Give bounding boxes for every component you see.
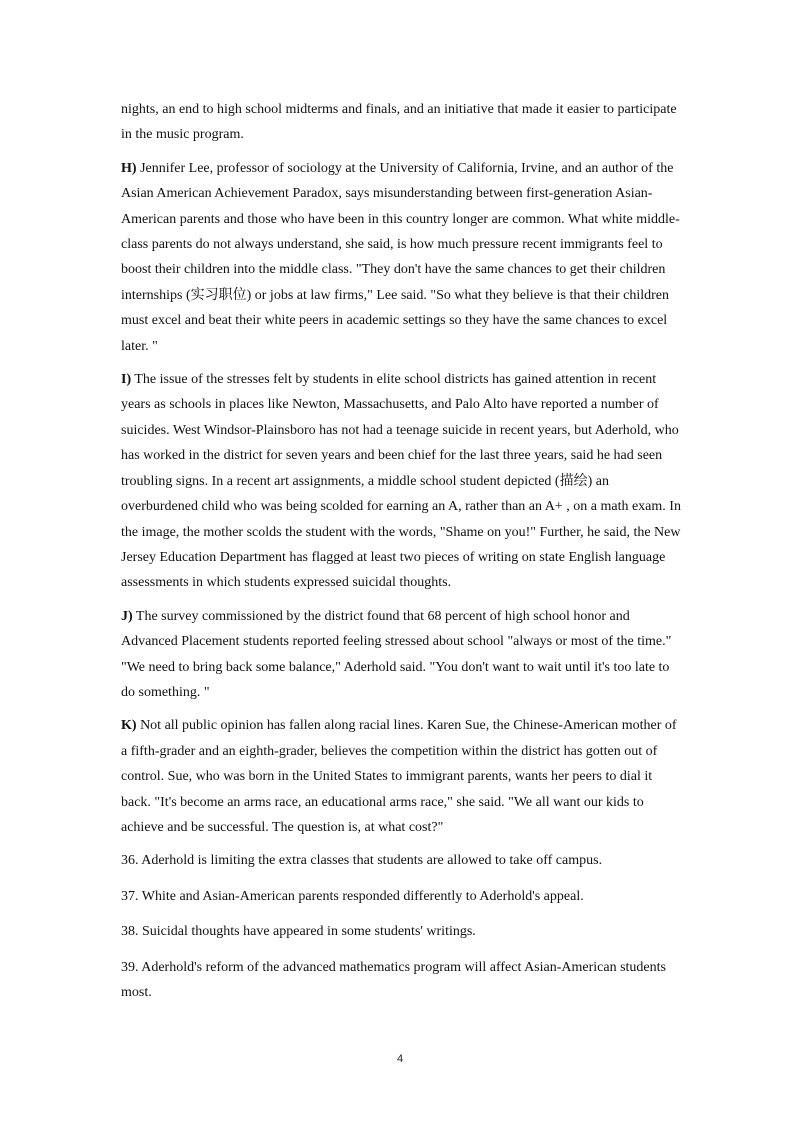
paragraph-text: The issue of the stresses felt by students in elite school districts has gained attention in recent years as schools in places like Newton, Massachusetts, and Palo Alto have reported a number of suicides. West Windsor-Plainsboro has not had a teenage suicide in recent years, but Aderhold, who has worked in the district for seven years and been chief for the last three years, said he had seen troubling signs. In a recent art assignments, a middle school student depicted (描绘) an overburdened child who was being scolded for earning an A, rather than an A+ , on a math exam. In the image, the mother scolds the student with the words, "Shame on you!" Further, he said, the New Jersey Education Department has flagged at least two pieces of writing on state English language assessments in which students expressed suicidal thoughts. (121, 372, 681, 591)
question-38: 38. Suicidal thoughts have appeared in some students' writings. (121, 924, 476, 940)
paragraph-label: H) (121, 160, 137, 176)
paragraph-label: K) (121, 718, 137, 734)
paragraph-j (121, 604, 681, 706)
question-37: 37. White and Asian-American parents responded differently to Aderhold's appeal. (121, 888, 584, 904)
paragraph-text: Not all public opinion has fallen along racial lines. Karen Sue, the Chinese-American mother of a fifth-grader and an eighth-grader, believes the competition within the district has gotten out of control. Sue, who was born in the United States to immigrant parents, wants her peers to dial it back. "It's become an arms race, an educational arms race," she said. "We all want our kids to achieve and be successful. The question is, at what cost?" (121, 718, 677, 835)
page-number: 4 (396, 1053, 404, 1065)
paragraph-k (121, 713, 681, 840)
paragraph-label: J) (121, 608, 133, 624)
page-content (121, 97, 681, 1015)
paragraph-i (121, 367, 681, 596)
continuation-paragraph: nights, an end to high school midterms and finals, and an initiative that made it easier to participate in the music program. (121, 102, 677, 143)
paragraph-text: Jennifer Lee, professor of sociology at the University of California, Irvine, and an author of the Asian American Achievement Paradox, says misunderstanding between first-generation Asian-American parents and those who have been in this country longer are common. What white middle-class parents do not always understand, she said, is how much pressure recent immigrants feel to boost their children into the middle class. "They don't have the same chances to get their children internships (实习职位) or jobs at law firms," Lee said. "So what they believe is that their children must excel and beat their white peers in academic settings so they have the same chances to excel later. " (121, 160, 680, 354)
paragraph-h (121, 156, 681, 359)
paragraph-text: The survey commissioned by the district found that 68 percent of high school honor and Advanced Placement students reported feeling stressed about school "always or most of the time." "We need to bring back some balance," Aderhold said. "You don't want to wait until it's too late to do something. " (121, 608, 672, 700)
question-36: 36. Aderhold is limiting the extra classes that students are allowed to take off campus. (121, 853, 603, 869)
question-39: 39. Aderhold's reform of the advanced mathematics program will affect Asian-American students most. (121, 959, 666, 1000)
paragraph-label: I) (121, 372, 132, 388)
